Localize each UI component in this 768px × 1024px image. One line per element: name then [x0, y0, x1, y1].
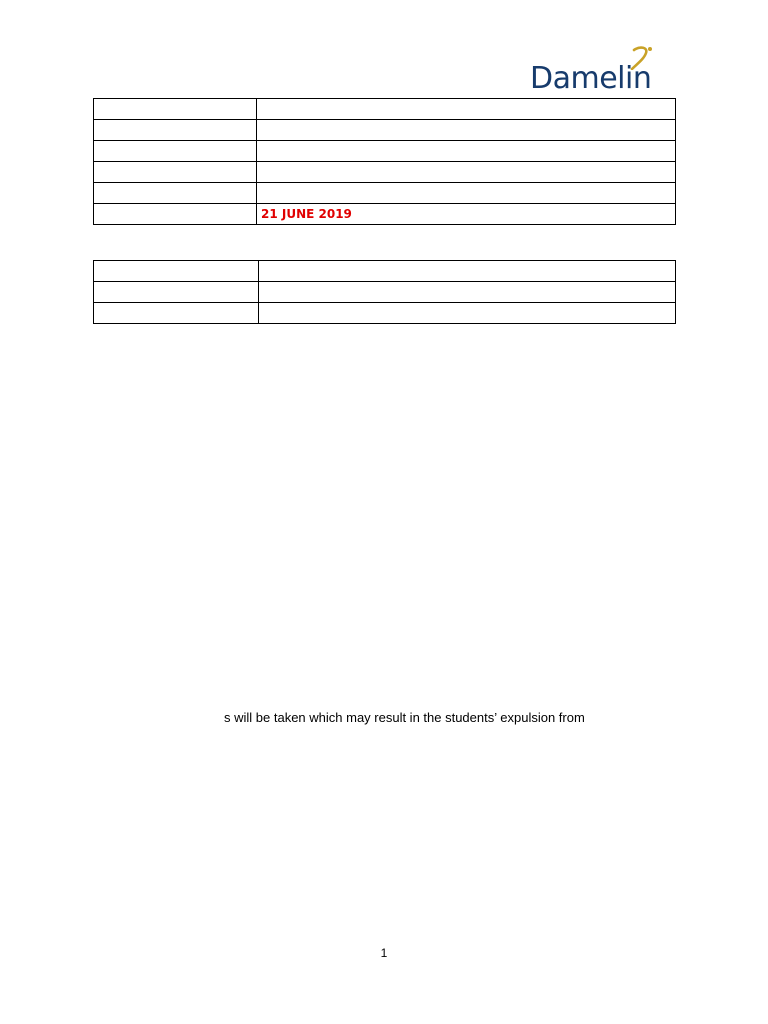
- damelin-logo: [530, 44, 672, 98]
- page-number: 1: [380, 946, 388, 960]
- table-cell: [94, 282, 259, 303]
- table-cell: [94, 99, 257, 120]
- table-cell: [259, 303, 676, 324]
- student-details-table: [93, 260, 676, 324]
- table-cell: [257, 141, 676, 162]
- assessment-details-table: [93, 98, 676, 225]
- table-cell: [257, 120, 676, 141]
- table-cell: [259, 261, 676, 282]
- table-cell: [257, 162, 676, 183]
- table-row: [94, 99, 676, 120]
- table-row: [94, 204, 676, 225]
- table-cell: [94, 183, 257, 204]
- table-cell: [257, 183, 676, 204]
- table-cell: [94, 141, 257, 162]
- logo-wordmark: Damelin: [530, 61, 652, 96]
- table-row: [94, 141, 676, 162]
- due-date-value: 21 JUNE 2019: [257, 204, 676, 225]
- table-row: [94, 303, 676, 324]
- table-cell: [94, 204, 257, 225]
- body-text-line: s will be taken which may result in the students’ expulsion from: [224, 710, 585, 725]
- table-cell: [94, 120, 257, 141]
- table-cell: [94, 162, 257, 183]
- table-row: [94, 162, 676, 183]
- table-row: [94, 261, 676, 282]
- table-cell: [94, 261, 259, 282]
- table-cell: [94, 303, 259, 324]
- table-row: [94, 183, 676, 204]
- table-cell: [259, 282, 676, 303]
- table-cell: [257, 99, 676, 120]
- table-row: [94, 282, 676, 303]
- table-row: [94, 120, 676, 141]
